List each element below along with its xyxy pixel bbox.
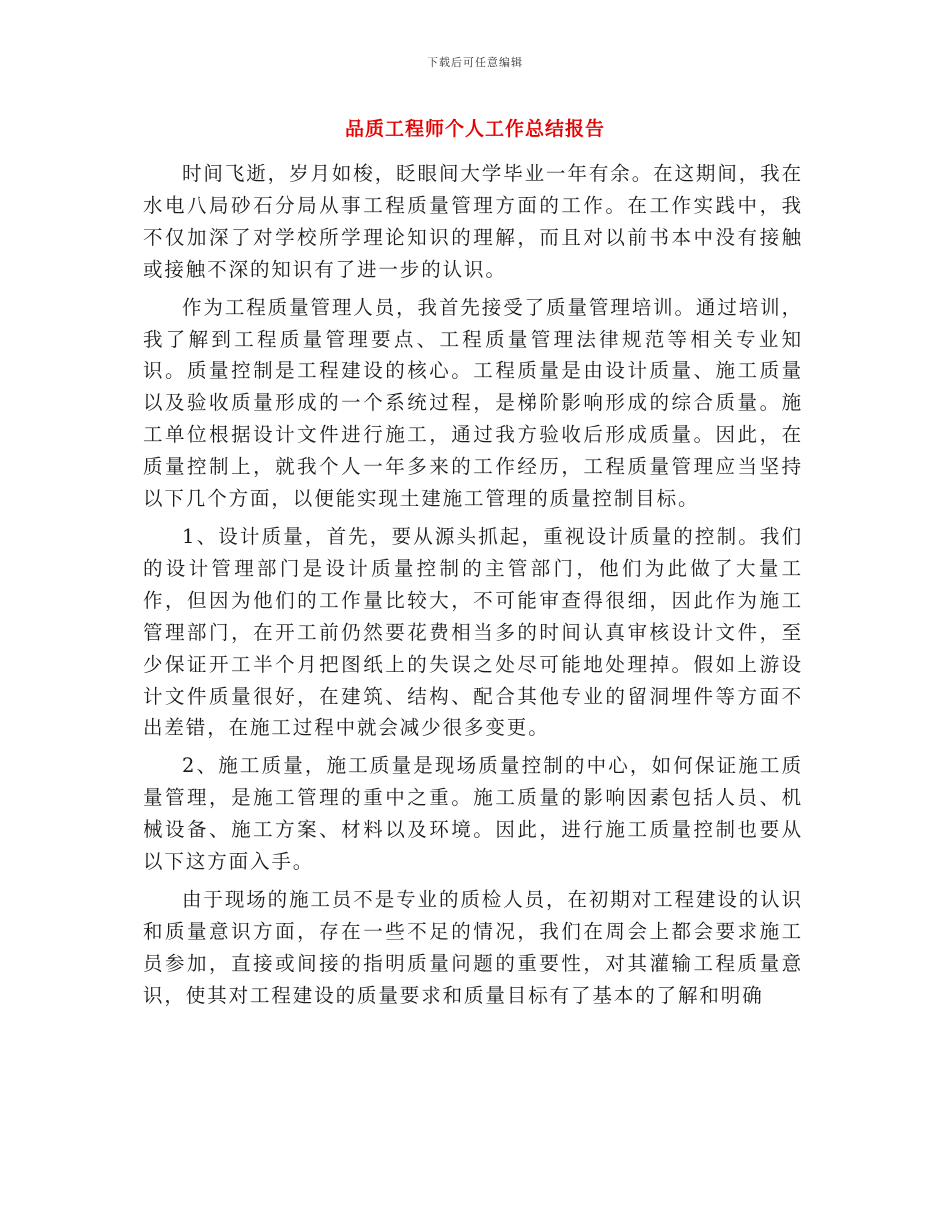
document-body [143, 158, 803, 1018]
paragraph: 由于现场的施工员不是专业的质检人员，在初期对工程建设的认识和质量意识方面，存在一些不足的情况，我们在周会上都会要求施工员参加，直接或间接的指明质量问题的重要性，对其灌输工程质量意识，使其对工程建设的质量要求和质量目标有了基本的了解和明确 [143, 887, 803, 1007]
paragraph: 作为工程质量管理人员，我首先接受了质量管理培训。通过培训，我了解到工程质量管理要点、工程质量管理法律规范等相关专业知识。质量控制是工程建设的核心。工程质量是由设计质量、施工质量以及验收质量形成的一个系统过程，是梯阶影响形成的综合质量。施工单位根据设计文件进行施工，通过我方验收后形成质量。因此，在质量控制上，就我个人一年多来的工作经历，工程质量管理应当坚持以下几个方面，以便能实现土建施工管理的质量控制目标。 [143, 295, 803, 511]
paragraph: 时间飞逝，岁月如梭，眨眼间大学毕业一年有余。在这期间，我在水电八局砂石分局从事工程质量管理方面的工作。在工作实践中，我不仅加深了对学校所学理论知识的理解，而且对以前书本中没有接触或接触不深的知识有了进一步的认识。 [143, 162, 803, 281]
header-note: 下载后可任意编辑 [427, 56, 523, 69]
paragraph: 1、设计质量，首先，要从源头抓起，重视设计质量的控制。我们的设计管理部门是设计质量控制的主管部门，他们为此做了大量工作，但因为他们的工作量比较大，不可能审查得很细，因此作为施工管理部门，在开工前仍然要花费相当多的时间认真审核设计文件，至少保证开工半个月把图纸上的失误之处尽可能地处理掉。假如上游设计文件质量很好，在建筑、结构、配合其他专业的留洞埋件等方面不出差错，在施工过程中就会减少很多变更。 [143, 524, 803, 740]
document-title: 品质工程师个人工作总结报告 [344, 118, 605, 140]
paragraph: 2、施工质量，施工质量是现场质量控制的中心，如何保证施工质量管理，是施工管理的重中之重。施工质量的影响因素包括人员、机械设备、施工方案、材料以及环境。因此，进行施工质量控制也要从以下这方面入手。 [143, 754, 803, 874]
